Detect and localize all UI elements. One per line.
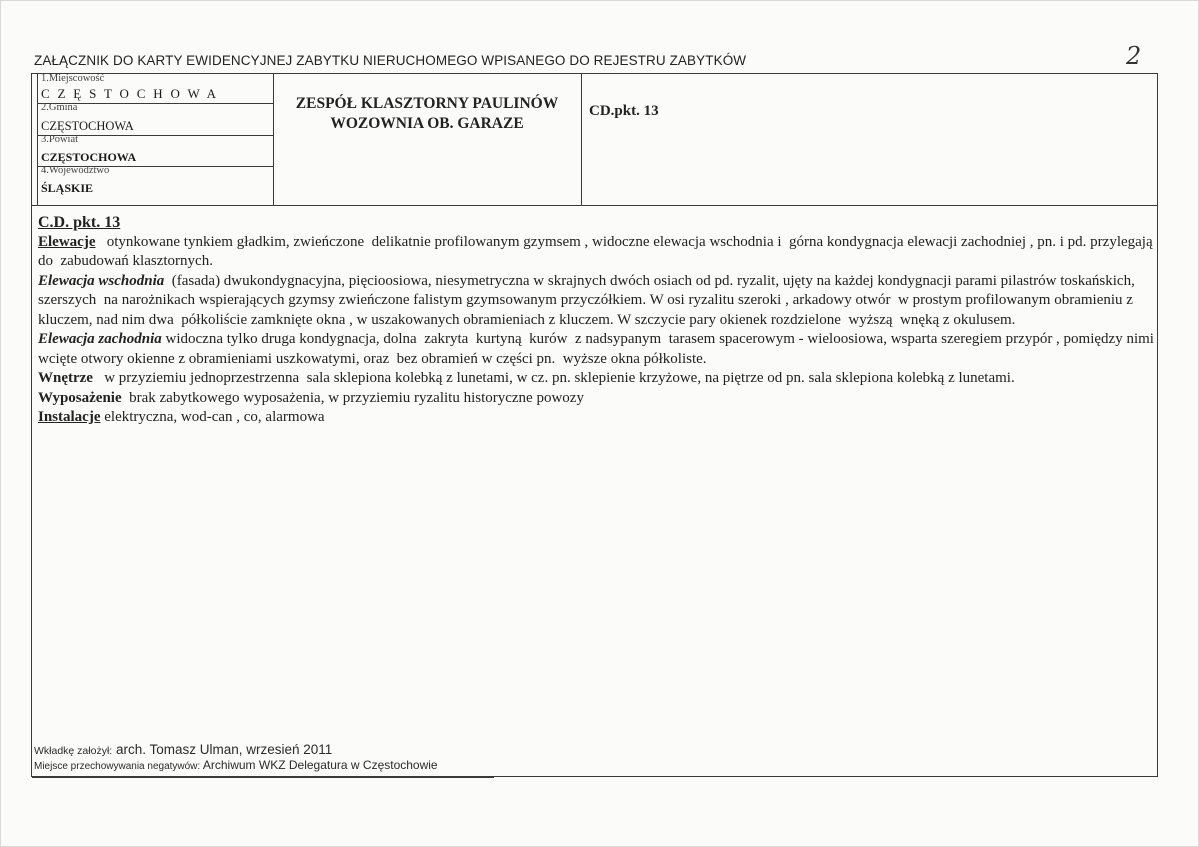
paragraph-text: elektryczna, wod-can , co, alarmowa [100,409,325,425]
location-label: 3.Powiat [41,134,79,145]
footer-storage-value: Archiwum WKZ Delegatura w Częstochowie [202,758,438,772]
footer-storage [34,758,438,772]
paragraph-keyword: Elewacja zachodnia [38,331,162,347]
location-cell-gmina [38,103,273,136]
object-name [273,94,581,134]
paragraph-keyword: Wnętrze [38,370,93,386]
object-name-line1: ZESPÓŁ KLASZTORNY PAULINÓW [295,95,559,112]
column-divider [581,74,582,205]
location-cell-miejscowosc [38,74,273,104]
footer-founded [34,742,438,757]
location-value: CZĘSTOCHOWA [41,150,137,164]
location-label: 1.Miejscowość [41,73,105,84]
paragraph-wnetrze [38,369,1154,389]
location-value: CZĘSTOCHOWA [41,119,134,133]
location-label: 4.Województwo [41,165,110,176]
paragraph-text: w przyziemiu jednoprzestrzenna sala sklepiona kolebką z lunetami, w cz. pn. sklepienie krzyżowe, na piętrze od pn. sala sklepiona kolebką z lunetami. [92,370,1015,386]
location-column [37,74,274,205]
paragraph-keyword: Wyposażenie [38,389,122,406]
section-title: C.D. pkt. 13 [38,214,121,231]
footer-founded-label: Wkładkę założył: [34,745,113,757]
paragraph-elewacja-zachodnia [38,330,1158,369]
paragraph-text: widoczna tylko druga kondygnacja, dolna zakryta kurtyną kurów z nadsypanym tarasem spacerowym - wieloosiowa, wsparta szeregiem przypór , pomiędzy nimi wcięte otwory okienne z obramieniami uszkowatymi, oraz bez obramień w części pn. wyższe okna półkoliste. [38,331,1158,367]
paragraph-keyword: Instalacje [38,409,101,425]
footer-storage-label: Miejsce przechowywania negatywów: [34,761,201,772]
paragraph-keyword: Elewacje [38,233,96,250]
paragraph-instalacje [38,408,1154,428]
location-cell-powiat [38,135,273,167]
description-body [38,213,1158,428]
paragraph-text: brak zabytkowego wyposażenia, w przyziemiu ryzalitu historyczne powozy [121,389,584,406]
footer-underline [32,777,494,778]
card-footer [34,742,438,772]
record-card-frame [31,73,1158,777]
location-cell-wojewodztwo [38,166,273,205]
document-header-title: ZAŁĄCZNIK DO KARTY EWIDENCYJNEJ ZABYTKU NIERUCHOMEGO WPISANEGO DO REJESTRU ZABYTKÓW [34,53,747,68]
location-value: C Z Ę S T O C H O W A [41,86,219,101]
point-reference: CD.pkt. 13 [589,103,659,119]
paragraph-keyword: Elewacja wschodnia [38,272,165,289]
location-label: 2.Gmina [41,102,78,113]
paragraph-wyposazenie [38,389,1154,409]
footer-founded-value: arch. Tomasz Ulman, wrzesień 2011 [115,742,333,757]
paragraph-elewacja-wschodnia [38,272,1154,331]
paragraph-text: otynkowane tynkiem gładkim, zwieńczone delikatnie profilowanym gzymsem , widoczne elewacja wschodnia i górna kondygnacja elewacji zachodniej , pn. i pd. przylegają do zabudowań klasztornych. [38,233,1157,269]
handwritten-page-number: 2 [1126,42,1142,70]
location-value: ŚLĄSKIE [41,181,94,195]
paragraph-elewacje [38,233,1157,272]
object-name-line2: WOZOWNIA OB. GARAZE [330,115,524,132]
paragraph-text: (fasada) dwukondygnacyjna, pięcioosiowa, niesymetryczna w skrajnych dwóch osiach od pd. ryzalit, ujęty na każdej kondygnacji parami pilastrów toskańskich, szerszych na narożnikach wspierających gzymsy zwieńczone falistym gzymsowanym przyczółkiem. W osi ryzalitu szeroki , arkadowy otwór w prostym profilowanym obramieniu z kluczem, nad nim dwa półkoliście zamknięte okna , w uszakowanych obramieniach z kluczem. W szczycie pary okienek rozdzielone wyższą wnęką z okulusem. [38,272,1139,328]
card-header-row [32,74,1157,206]
